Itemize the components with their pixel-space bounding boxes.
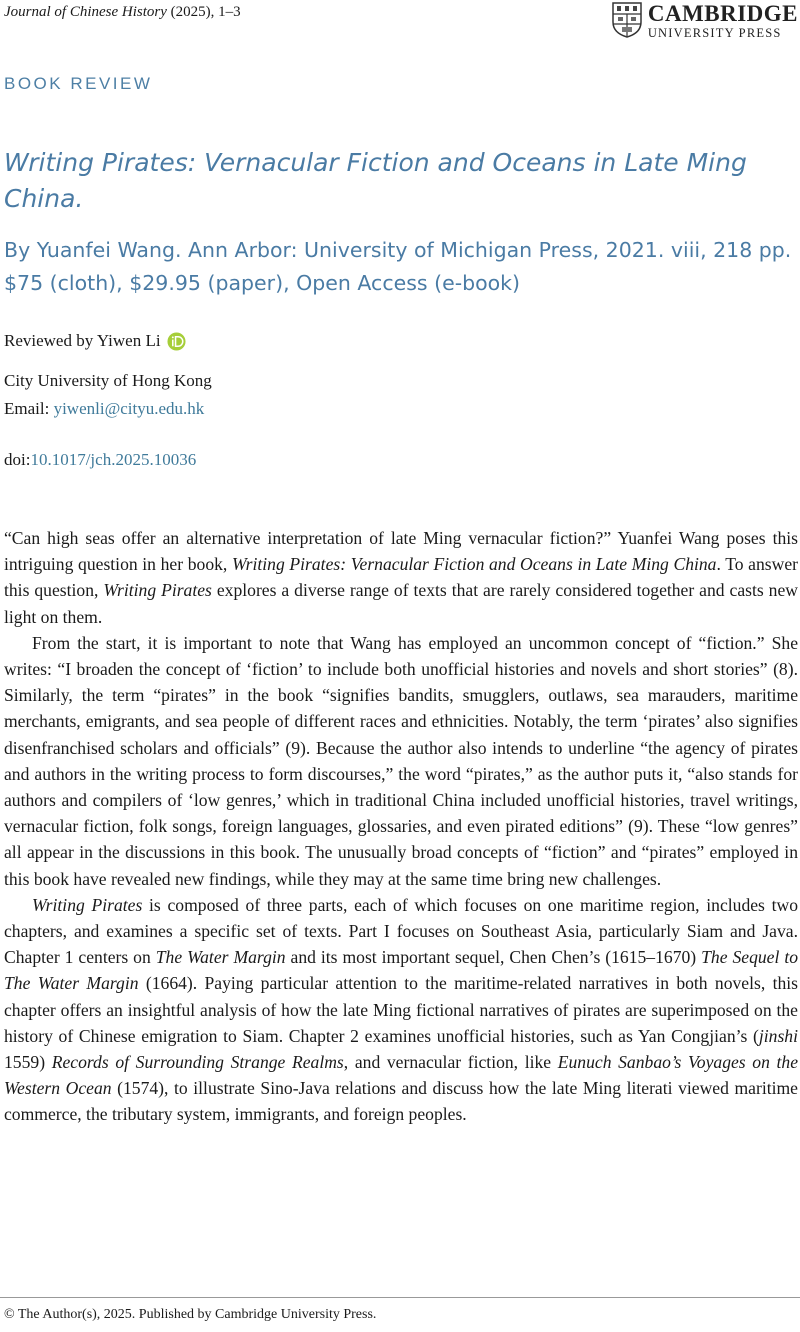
reviewer-affiliation: City University of Hong Kong bbox=[4, 371, 212, 390]
journal-citation bbox=[4, 4, 241, 21]
paragraph-3: Writing Pirates is composed of three parts, each of which focuses on one maritime region, includes two chapters, and examines a specific set of texts. Part I focuses on Southeast Asia, particularly Siam and Java. Chapter 1 centers on The Water Margin and its most important sequel, Chen Chen’s (1615–1670) The Sequel to The Water Margin (1664). Paying particular attention to the maritime-related narratives in both novels, this chapter offers an insightful analysis of how the late Ming fictional narratives of pirates are superimposed on the history of Chinese emigration to Siam. Chapter 2 examines unofficial histories, such as Yan Congjian’s (jinshi 1559) Records of Surrounding Strange Realms, and vernacular fiction, like Eunuch Sanbao’s Voyages on the Western Ocean (1574), to illustrate Sino-Java relations and discuss how the late Ming literati viewed maritime commerce, the tributary system, immigrants, and foreign peoples. bbox=[4, 894, 799, 1125]
reviewer-email bbox=[4, 399, 204, 419]
copyright-footer: © The Author(s), 2025. Published by Cambridge University Press. bbox=[0, 1297, 800, 1323]
book-title: Writing Pirates: Vernacular Fiction and Oceans in Late Ming China. bbox=[4, 148, 747, 213]
journal-year-pages: (2025), 1–3 bbox=[166, 4, 241, 20]
doi-link[interactable]: 10.1017/jch.2025.10036 bbox=[30, 450, 197, 469]
publisher-name: CAMBRIDGE bbox=[647, 1, 798, 26]
doi bbox=[4, 450, 196, 470]
paragraph-1: “Can high seas offer an alternative interpretation of late Ming vernacular fiction?” Yuanfei Wang poses this intriguing question in her book, Writing Pirates: Vernacular Fiction and Oceans in Late Ming China. To answer this question, Writing Pirates explores a diverse range of texts that are rarely considered together and casts new light on them. bbox=[4, 528, 798, 627]
reviewer-name: Reviewed by Yiwen Li bbox=[4, 331, 161, 350]
journal-name: Journal of Chinese History bbox=[4, 4, 167, 20]
reviewer-line bbox=[4, 331, 186, 351]
article-body bbox=[4, 525, 798, 1128]
publisher-subname: UNIVERSITY PRESS bbox=[647, 26, 782, 40]
email-link[interactable]: yiwenli@cityu.edu.hk bbox=[53, 399, 205, 418]
cambridge-crest-icon bbox=[612, 2, 642, 38]
doi-label: doi: bbox=[4, 450, 31, 469]
email-label: Email: bbox=[4, 399, 54, 418]
paragraph-2: From the start, it is important to note that Wang has employed an uncommon concept of “fiction.” She writes: “I broaden the concept of ‘fiction’ to include both unofficial histories and novels and short stories” (8). Similarly, the term “pirates” in the book “signifies bandits, smugglers, outlaws, sea marauders, maritime merchants, emigrants, and sea people of different races and ethnicities. Notably, the term ‘pirates’ also signifies disenfranchised scholars and officials” (9). Because the author also intends to underline “the agency of pirates and authors in the writing process to form discourses,” the word “pirates,” as the author puts it, “also stands for authors and compilers of ‘low genres,’ which in traditional China included unofficial histories, travel writings, vernacular fiction, folk songs, foreign languages, glossaries, and even pirated editions” (9). These “low genres” all appear in the discussions in this book. The unusually broad concepts of “fiction” and “pirates” employed in this book have revealed new findings, while they may at the same time bring new challenges. bbox=[4, 632, 798, 889]
publisher-logo[interactable] bbox=[612, 2, 798, 40]
section-label: BOOK REVIEW bbox=[4, 74, 153, 93]
orcid-icon[interactable] bbox=[167, 332, 186, 351]
book-info: By Yuanfei Wang. Ann Arbor: University of Michigan Press, 2021. viii, 218 pp. $75 (cloth), $29.95 (paper), Open Access (e-book) bbox=[4, 238, 792, 295]
